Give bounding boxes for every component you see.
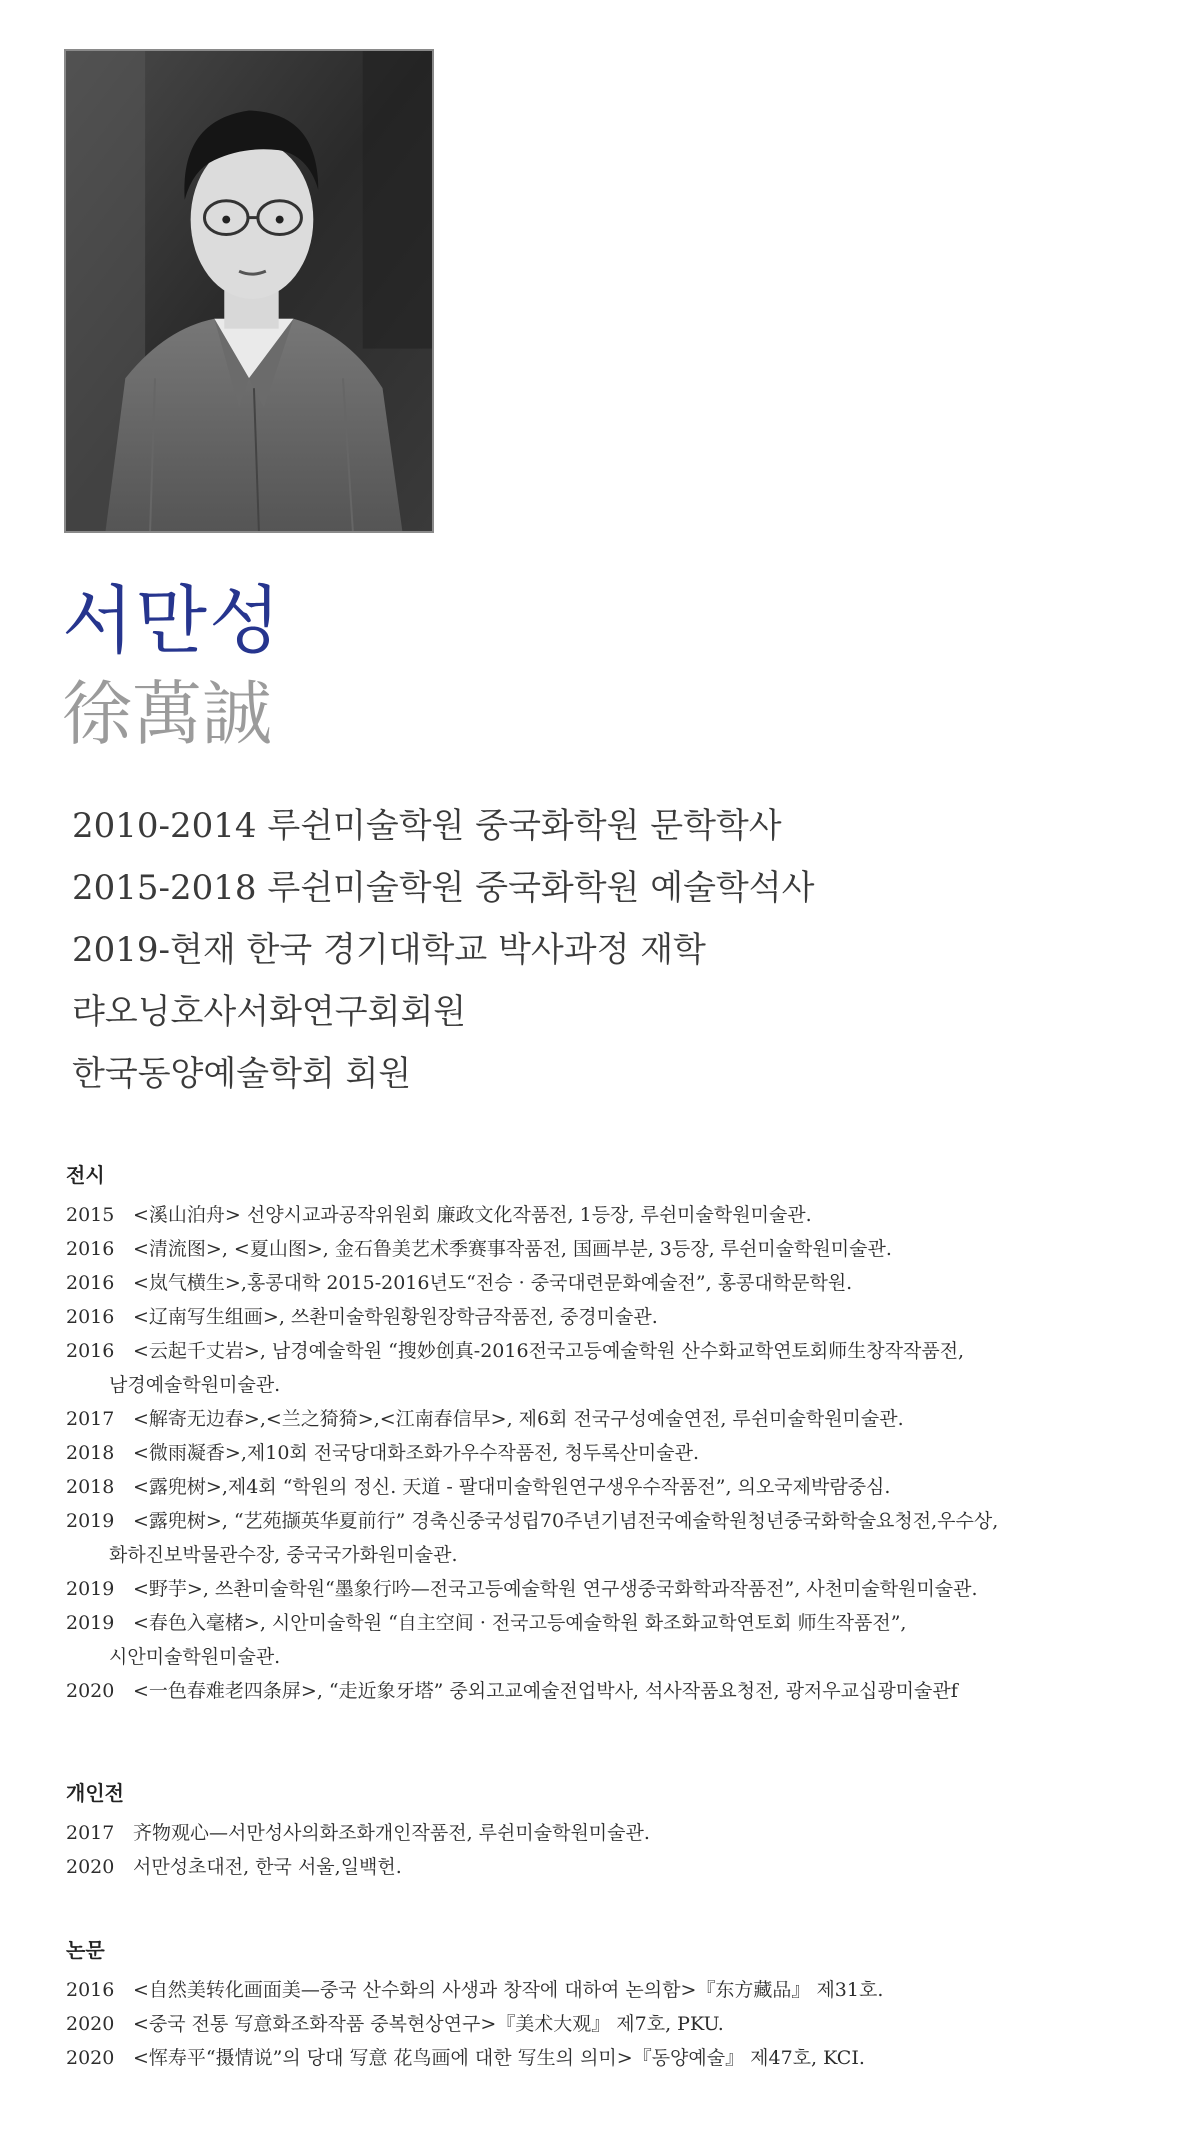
entry-text: <云起千丈岩>, 남경예술학원 “搜妙创真-2016전국고등예술학원 산수화교학연토회师生창작작품전, xyxy=(133,1340,965,1362)
entry-text-continued: 화하진보박물관수장, 중국국가화원미술관. xyxy=(109,1544,458,1566)
exhibition-entry xyxy=(66,1674,1184,1708)
entry-year: 2020 xyxy=(66,1856,115,1878)
entry-text: <解寄无边春>,<兰之猗猗>,<江南春信早>, 제6회 전국구성예술연전, 루쉰미술학원미술관. xyxy=(133,1408,904,1430)
entry-year: 2016 xyxy=(66,1306,115,1328)
paper-entry xyxy=(66,2041,1184,2075)
entry-year: 2018 xyxy=(66,1476,115,1498)
entry-year: 2016 xyxy=(66,1340,115,1362)
profile-item: 2015-2018 루쉰미술학원 중국화학원 예술학석사 xyxy=(72,868,815,908)
exhibition-entry xyxy=(66,1470,1184,1504)
entry-text: <野芋>, 쓰촨미술학원“墨象行吟—전국고등예술학원 연구생중국화학과작품전”, 사천미술학원미술관. xyxy=(133,1578,978,1600)
profile-list xyxy=(72,795,814,1105)
entry-year: 2019 xyxy=(66,1578,115,1600)
profile-item: 랴오닝호사서화연구회회원 xyxy=(72,992,467,1032)
exhibition-entry xyxy=(66,1402,1184,1436)
entry-text: 齐物观心—서만성사의화조화개인작품전, 루쉰미술학원미술관. xyxy=(133,1822,650,1844)
entry-year: 2020 xyxy=(66,2013,115,2035)
entry-year: 2017 xyxy=(66,1822,115,1844)
entry-text-continued: 시안미술학원미술관. xyxy=(109,1646,281,1668)
exhibition-entry xyxy=(66,1334,1184,1402)
portrait-image xyxy=(66,51,432,531)
entry-year: 2020 xyxy=(66,2047,115,2069)
entry-text: <중국 전통 写意화조화작품 중복현상연구>『美术大观』 제7호, PKU. xyxy=(133,2013,724,2035)
entry-text: <露兜树>, “艺苑撷英华夏前行” 경축신중국성립70주년기념전국예술학원청년중국화학술요청전,우수상, xyxy=(133,1510,999,1532)
profile-item: 2019-현재 한국 경기대학교 박사과정 재학 xyxy=(72,930,706,970)
entry-year: 2016 xyxy=(66,1979,115,2001)
exhibition-entry xyxy=(66,1572,1184,1606)
entry-text: <岚气横生>,홍콩대학 2015-2016년도“전승 · 중국대련문화예술전”, 홍콩대학문학원. xyxy=(133,1272,853,1294)
solo-entry xyxy=(66,1816,1184,1850)
entry-year: 2015 xyxy=(66,1204,115,1226)
exhibition-entry xyxy=(66,1300,1184,1334)
solo-exhibitions-section xyxy=(66,1778,1184,1884)
entry-text: <恽寿平“摄情说”의 당대 写意 花鸟画에 대한 写生의 의미>『동양예술』 제47호, KCI. xyxy=(133,2047,865,2069)
entry-year: 2016 xyxy=(66,1272,115,1294)
entry-year: 2016 xyxy=(66,1238,115,1260)
papers-section xyxy=(66,1935,1184,2075)
entry-year: 2019 xyxy=(66,1612,115,1634)
papers-heading: 논문 xyxy=(66,1938,105,1962)
entry-text: <一色春难老四条屏>, “走近象牙塔” 중외고교예술전업박사, 석사작품요청전, 광저우교십광미술관f xyxy=(133,1680,958,1702)
entry-text-continued: 남경예술학원미술관. xyxy=(109,1374,281,1396)
solo-heading: 개인전 xyxy=(66,1781,124,1805)
artist-name-korean: 서만성 xyxy=(62,578,283,664)
entry-year: 2019 xyxy=(66,1510,115,1532)
exhibitions-section xyxy=(66,1160,1184,1708)
entry-text: <溪山泊舟> 선양시교과공작위원회 廉政文化작품전, 1등장, 루쉰미술학원미술관. xyxy=(133,1204,812,1226)
entry-text: 서만성초대전, 한국 서울,일백헌. xyxy=(133,1856,402,1878)
profile-item: 2010-2014 루쉰미술학원 중국화학원 문학학사 xyxy=(72,806,782,846)
entry-text: <春色入毫楮>, 시안미술학원 “自主空间 · 전국고등예술학원 화조화교학연토회 师生작품전”, xyxy=(133,1612,907,1634)
paper-entry xyxy=(66,2007,1184,2041)
artist-name-hanja: 徐萬誠 xyxy=(62,673,272,755)
entry-text: <微雨凝香>,제10회 전국당대화조화가우수작품전, 청두록산미술관. xyxy=(133,1442,700,1464)
entry-text: <露兜树>,제4회 “학원의 정신. 天道 - 팔대미술학원연구생우수작품전”, 의오국제박람중심. xyxy=(133,1476,891,1498)
exhibition-entry xyxy=(66,1266,1184,1300)
exhibition-entry xyxy=(66,1606,1184,1674)
entry-year: 2018 xyxy=(66,1442,115,1464)
exhibition-entry xyxy=(66,1232,1184,1266)
entry-text: <清流图>, <夏山图>, 金石鲁美艺术季赛事작품전, 国画부분, 3등장, 루쉰미술학원미술관. xyxy=(133,1238,892,1260)
entry-year: 2017 xyxy=(66,1408,115,1430)
exhibition-entry xyxy=(66,1198,1184,1232)
exhibitions-heading: 전시 xyxy=(66,1163,105,1187)
profile-item: 한국동양예술학회 회원 xyxy=(72,1054,412,1094)
paper-entry xyxy=(66,1973,1184,2007)
entry-year: 2020 xyxy=(66,1680,115,1702)
solo-entry xyxy=(66,1850,1184,1884)
exhibition-entry xyxy=(66,1436,1184,1470)
artist-portrait-photo xyxy=(64,49,434,533)
entry-text: <辽南写生组画>, 쓰촨미술학원황원장학금작품전, 중경미술관. xyxy=(133,1306,658,1328)
entry-text: <自然美转化画面美—중국 산수화의 사생과 창작에 대하여 논의함>『东方藏品』 제31호. xyxy=(133,1979,884,2001)
exhibition-entry xyxy=(66,1504,1184,1572)
